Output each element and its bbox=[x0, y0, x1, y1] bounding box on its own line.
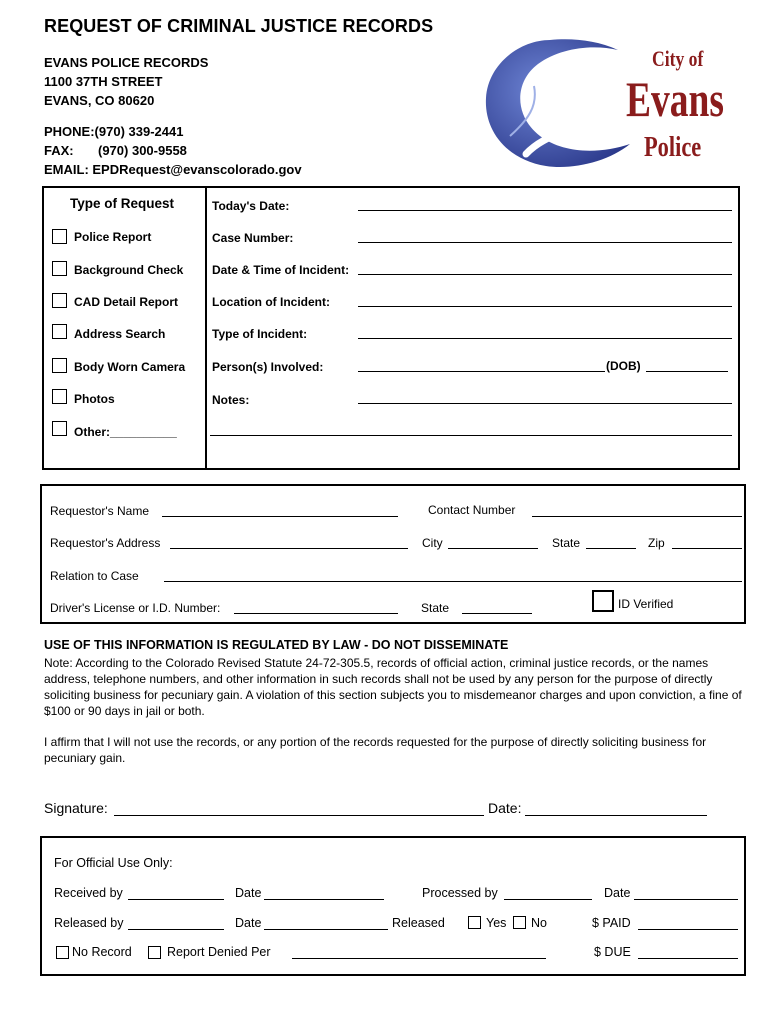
state-line[interactable] bbox=[586, 548, 636, 549]
received-date-line[interactable] bbox=[264, 899, 384, 900]
incident-type-line[interactable] bbox=[358, 338, 732, 339]
relation-to-case-label: Relation to Case bbox=[50, 569, 139, 583]
agency-name: EVANS POLICE RECORDS bbox=[44, 55, 209, 70]
city-state-zip: EVANS, CO 80620 bbox=[44, 93, 155, 108]
police-report-checkbox[interactable] bbox=[52, 229, 67, 244]
official-use-section bbox=[40, 836, 746, 976]
email-address: EMAIL: EPDRequest@evanscolorado.gov bbox=[44, 162, 302, 177]
law-heading: USE OF THIS INFORMATION IS REGULATED BY LAW - DO NOT DISSEMINATE bbox=[44, 638, 509, 652]
address-search-checkbox[interactable] bbox=[52, 324, 67, 339]
notes-line-2[interactable] bbox=[210, 435, 732, 436]
cad-detail-report-checkbox[interactable] bbox=[52, 293, 67, 308]
fax-label: FAX: bbox=[44, 143, 74, 158]
signature-line[interactable] bbox=[114, 815, 484, 816]
phone-number: PHONE:(970) 339-2441 bbox=[44, 124, 184, 139]
released-date-label: Date bbox=[235, 916, 262, 930]
incident-datetime-line[interactable] bbox=[358, 274, 732, 275]
todays-date-line[interactable] bbox=[358, 210, 732, 211]
paid-line[interactable] bbox=[638, 929, 738, 930]
license-state-label: State bbox=[421, 601, 450, 615]
other-checkbox[interactable] bbox=[52, 421, 67, 436]
contact-number-label: Contact Number bbox=[428, 503, 516, 517]
case-number-label: Case Number: bbox=[212, 231, 294, 245]
city-logo bbox=[480, 36, 742, 174]
police-report-label: Police Report bbox=[74, 230, 152, 244]
logo-evans: Evans bbox=[626, 71, 724, 127]
background-check-checkbox[interactable] bbox=[52, 261, 67, 276]
case-number-line[interactable] bbox=[358, 242, 732, 243]
released-yes-checkbox[interactable] bbox=[468, 916, 481, 929]
type-of-request-header: Type of Request bbox=[70, 196, 175, 211]
paid-label: $ PAID bbox=[592, 916, 631, 930]
report-denied-label: Report Denied Per bbox=[167, 945, 271, 959]
section-divider bbox=[205, 188, 207, 470]
license-number-line[interactable] bbox=[234, 613, 398, 614]
affirmation-text: I affirm that I will not use the records, or any portion of the records requested for the purpose of directly soliciting business for pecuniary gain. bbox=[44, 735, 707, 765]
license-state-line[interactable] bbox=[462, 613, 532, 614]
zip-line[interactable] bbox=[672, 548, 742, 549]
state-label: State bbox=[552, 536, 581, 550]
address-search-label: Address Search bbox=[74, 327, 166, 341]
due-label: $ DUE bbox=[594, 945, 631, 959]
photos-label: Photos bbox=[74, 392, 115, 406]
received-by-label: Received by bbox=[54, 886, 123, 900]
official-use-header: For Official Use Only: bbox=[54, 856, 173, 870]
page-title: REQUEST OF CRIMINAL JUSTICE RECORDS bbox=[44, 16, 434, 36]
street-address: 1100 37TH STREET bbox=[44, 74, 163, 89]
background-check-label: Background Check bbox=[74, 263, 184, 277]
processed-by-label: Processed by bbox=[422, 886, 498, 900]
released-no-checkbox[interactable] bbox=[513, 916, 526, 929]
logo-police: Police bbox=[644, 132, 702, 163]
id-verified-checkbox[interactable] bbox=[592, 590, 614, 612]
logo-city-of: City of bbox=[652, 46, 704, 71]
requestor-address-label: Requestor's Address bbox=[50, 536, 161, 550]
relation-to-case-line[interactable] bbox=[164, 581, 742, 582]
requestor-name-label: Requestor's Name bbox=[50, 504, 149, 518]
notes-label: Notes: bbox=[212, 393, 250, 407]
law-note: Note: According to the Colorado Revised Statute 24-72-305.5, records of official action, criminal justice records, or the names address, telephone numbers, and other information in such records shall not be used by any person for the purpose of directly soliciting business for pecuniary gain. A violation of this section subjects you to misdemeanor charges and upon conviction, a fine of $100 or 90 days in jail or both. bbox=[44, 656, 742, 718]
photos-checkbox[interactable] bbox=[52, 389, 67, 404]
signature-date-label: Date: bbox=[488, 800, 522, 816]
released-by-label: Released by bbox=[54, 916, 124, 930]
incident-datetime-label: Date & Time of Incident: bbox=[212, 263, 350, 277]
processed-date-label: Date bbox=[604, 886, 631, 900]
no-record-label: No Record bbox=[72, 945, 132, 959]
received-by-line[interactable] bbox=[128, 899, 224, 900]
processed-by-line[interactable] bbox=[504, 899, 592, 900]
persons-involved-label: Person(s) Involved: bbox=[212, 360, 324, 374]
fax-number: (970) 300-9558 bbox=[98, 143, 187, 158]
processed-date-line[interactable] bbox=[634, 899, 738, 900]
city-line[interactable] bbox=[448, 548, 538, 549]
received-date-label: Date bbox=[235, 886, 262, 900]
todays-date-label: Today's Date: bbox=[212, 199, 290, 213]
released-date-line[interactable] bbox=[264, 929, 388, 930]
license-number-label: Driver's License or I.D. Number: bbox=[50, 601, 221, 615]
incident-location-line[interactable] bbox=[358, 306, 732, 307]
body-worn-camera-checkbox[interactable] bbox=[52, 358, 67, 373]
released-yes-label: Yes bbox=[486, 916, 507, 930]
no-record-checkbox[interactable] bbox=[56, 946, 69, 959]
notes-line-3[interactable] bbox=[210, 468, 732, 469]
report-denied-checkbox[interactable] bbox=[148, 946, 161, 959]
zip-label: Zip bbox=[648, 536, 665, 550]
dob-line[interactable] bbox=[646, 371, 728, 372]
cad-detail-report-label: CAD Detail Report bbox=[74, 295, 179, 309]
incident-location-label: Location of Incident: bbox=[212, 295, 330, 309]
report-denied-line[interactable] bbox=[292, 958, 546, 959]
body-worn-camera-label: Body Worn Camera bbox=[74, 360, 186, 374]
requestor-address-line[interactable] bbox=[170, 548, 408, 549]
signature-label: Signature: bbox=[44, 800, 108, 816]
city-label: City bbox=[422, 536, 443, 550]
incident-type-label: Type of Incident: bbox=[212, 327, 308, 341]
requestor-name-line[interactable] bbox=[162, 516, 398, 517]
notes-line-1[interactable] bbox=[358, 403, 732, 404]
released-no-label: No bbox=[531, 916, 547, 930]
due-line[interactable] bbox=[638, 958, 738, 959]
signature-date-line[interactable] bbox=[525, 815, 707, 816]
id-verified-label: ID Verified bbox=[618, 597, 674, 611]
released-by-line[interactable] bbox=[128, 929, 224, 930]
persons-involved-line[interactable] bbox=[358, 371, 605, 372]
released-label: Released bbox=[392, 916, 445, 930]
other-label: Other:__________ bbox=[74, 425, 177, 439]
contact-number-line[interactable] bbox=[532, 516, 742, 517]
dob-label: (DOB) bbox=[606, 359, 641, 373]
request-section bbox=[42, 186, 740, 470]
requestor-section bbox=[40, 484, 746, 624]
